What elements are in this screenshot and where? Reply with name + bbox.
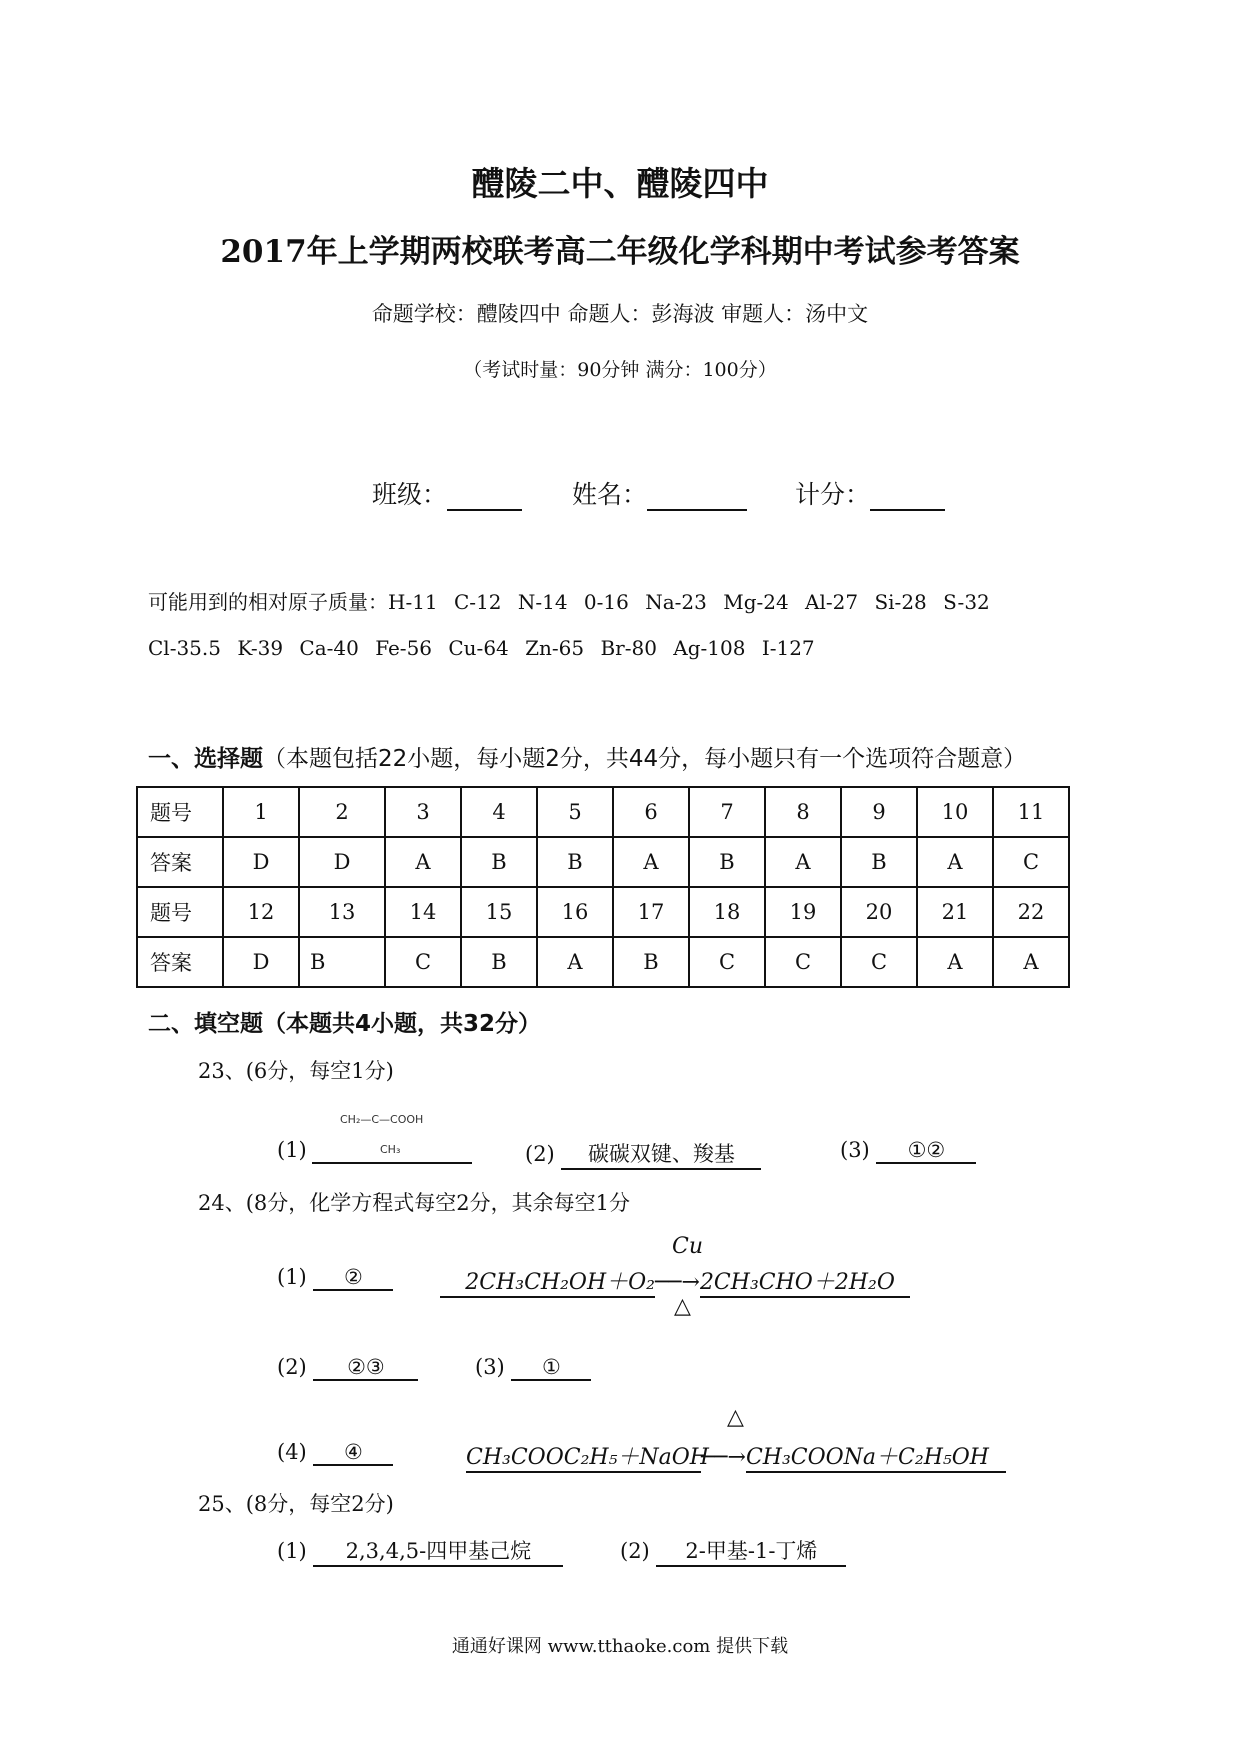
answer-cell: C <box>993 837 1069 887</box>
q24-heat-symbol-2: △ <box>727 1405 744 1430</box>
answer-cell: B <box>299 937 385 987</box>
atomic-mass-line-2: Cl-35.5 K-39 Ca-40 Fe-56 Cu-64 Zn-65 Br-80 Ag-108 I-127 <box>148 636 815 660</box>
answer-cell: A <box>917 837 993 887</box>
q24-eq1-right: 2CH₃CHO＋2H₂O <box>700 1265 910 1298</box>
answer-cell: D <box>223 937 299 987</box>
answer-cell: A <box>385 837 461 887</box>
q24-part3-label: (3) <box>475 1355 505 1379</box>
q24-part2-label: (2) <box>277 1355 307 1379</box>
right-arrow-icon: ──→ <box>701 1445 746 1470</box>
section1-title <box>148 740 1026 773</box>
q24-part3-answer: ① <box>511 1355 591 1381</box>
question-number: 11 <box>993 787 1069 837</box>
question-number: 3 <box>385 787 461 837</box>
row-label: 题号 <box>137 887 223 937</box>
question-number: 13 <box>299 887 385 937</box>
exam-schools-title: 醴陵二中、醴陵四中 <box>471 164 769 203</box>
q24-part4 <box>277 1440 393 1466</box>
answer-cell: A <box>537 937 613 987</box>
q25-part1-label: (1) <box>277 1539 307 1563</box>
table-row <box>137 887 1069 937</box>
q25-part2-label: (2) <box>620 1539 650 1563</box>
q24-catalyst: Cu <box>672 1234 704 1259</box>
question-number: 19 <box>765 887 841 937</box>
question-number: 2 <box>299 787 385 837</box>
q24-eq1-left: 2CH₃CH₂OH＋O₂ <box>440 1265 655 1298</box>
q24-part2 <box>277 1355 418 1381</box>
q25-header: 25、(8分，每空2分) <box>198 1492 394 1516</box>
q25-part2 <box>620 1535 846 1567</box>
answer-cell: A <box>765 837 841 887</box>
question-number: 17 <box>613 887 689 937</box>
q24-heat-symbol: △ <box>674 1294 691 1319</box>
answer-cell: D <box>223 837 299 887</box>
question-number: 15 <box>461 887 537 937</box>
table-row <box>137 837 1069 887</box>
question-number: 8 <box>765 787 841 837</box>
q23-part2-answer: 碳碳双键、羧基 <box>561 1138 761 1170</box>
answer-cell: C <box>841 937 917 987</box>
section1-title-bold: 一、选择题 <box>148 746 263 772</box>
answer-cell: B <box>461 837 537 887</box>
question-number: 9 <box>841 787 917 837</box>
exam-time-info: （考试时量：90分钟 满分：100分） <box>463 359 777 381</box>
q24-part2-answer: ②③ <box>313 1355 418 1381</box>
q24-eq2-right: CH₃COONa＋C₂H₅OH <box>746 1440 1006 1473</box>
question-number: 20 <box>841 887 917 937</box>
class-blank[interactable] <box>447 481 522 511</box>
question-number: 12 <box>223 887 299 937</box>
table-row <box>137 787 1069 837</box>
exam-answer-title: 2017年上学期两校联考高二年级化学科期中考试参考答案 <box>220 234 1020 270</box>
exam-author-info: 命题学校：醴陵四中 命题人：彭海波 审题人：汤中文 <box>371 302 869 326</box>
q24-part1-answer: ② <box>313 1265 393 1291</box>
answer-cell: B <box>461 937 537 987</box>
student-info-row <box>372 475 945 511</box>
answer-cell: A <box>917 937 993 987</box>
row-label: 答案 <box>137 937 223 987</box>
q24-part4-answer: ④ <box>313 1440 393 1466</box>
atomic-mass-line-1: 可能用到的相对原子质量：H-11 C-12 N-14 0-16 Na-23 Mg-24 Al-27 Si-28 S-32 <box>148 590 990 614</box>
q24-part3 <box>475 1355 591 1381</box>
answer-cell: C <box>689 937 765 987</box>
q24-eq2-left: CH₃COOC₂H₅＋NaOH <box>466 1440 701 1473</box>
q24-equation2 <box>466 1440 1006 1473</box>
row-label: 答案 <box>137 837 223 887</box>
table-row <box>137 937 1069 987</box>
q23-part1-underline <box>312 1162 472 1164</box>
question-number: 5 <box>537 787 613 837</box>
question-number: 10 <box>917 787 993 837</box>
question-number: 14 <box>385 887 461 937</box>
section2-title: 二、填空题（本题共4小题，共32分） <box>148 1011 542 1037</box>
answer-table <box>136 786 1070 988</box>
q23-part2 <box>525 1138 761 1170</box>
name-blank[interactable] <box>647 481 747 511</box>
right-arrow-icon: ──→ <box>655 1270 700 1295</box>
answer-cell: D <box>299 837 385 887</box>
answer-cell: B <box>613 937 689 987</box>
q24-equation1 <box>440 1265 910 1298</box>
q24-part4-label: (4) <box>277 1440 307 1464</box>
question-number: 22 <box>993 887 1069 937</box>
q23-part2-label: (2) <box>525 1142 555 1166</box>
answer-cell: A <box>613 837 689 887</box>
q24-header: 24、(8分，化学方程式每空2分，其余每空1分 <box>198 1191 630 1215</box>
question-number: 7 <box>689 787 765 837</box>
class-label: 班级： <box>372 480 448 509</box>
q23-part3 <box>840 1138 976 1164</box>
answer-cell: B <box>689 837 765 887</box>
question-number: 4 <box>461 787 537 837</box>
q25-part2-answer: 2-甲基-1-丁烯 <box>656 1535 846 1567</box>
q25-part1 <box>277 1535 563 1567</box>
row-label: 题号 <box>137 787 223 837</box>
answer-cell: B <box>537 837 613 887</box>
score-label: 计分： <box>795 480 871 509</box>
q23-part3-label: (3) <box>840 1138 870 1162</box>
question-number: 1 <box>223 787 299 837</box>
answer-cell: C <box>765 937 841 987</box>
answer-cell: B <box>841 837 917 887</box>
q24-part1 <box>277 1265 393 1291</box>
answer-cell: C <box>385 937 461 987</box>
q24-part1-label: (1) <box>277 1265 307 1289</box>
score-blank[interactable] <box>870 481 945 511</box>
question-number: 6 <box>613 787 689 837</box>
answer-cell: A <box>993 937 1069 987</box>
q23-structure-bottom: CH₃ <box>380 1143 401 1156</box>
footer-source: 通通好课网 www.tthaoke.com 提供下载 <box>451 1636 789 1657</box>
question-number: 18 <box>689 887 765 937</box>
q23-part1-label: (1) <box>277 1138 307 1162</box>
q23-structure-top: CH₂—C—COOH <box>340 1113 424 1126</box>
q23-header: 23、(6分，每空1分) <box>198 1059 394 1083</box>
section1-title-rest: （本题包括22小题，每小题2分，共44分，每小题只有一个选项符合题意） <box>263 746 1027 772</box>
question-number: 21 <box>917 887 993 937</box>
name-label: 姓名： <box>572 480 648 509</box>
question-number: 16 <box>537 887 613 937</box>
q25-part1-answer: 2,3,4,5-四甲基己烷 <box>313 1535 563 1567</box>
q23-part3-answer: ①② <box>876 1138 976 1164</box>
